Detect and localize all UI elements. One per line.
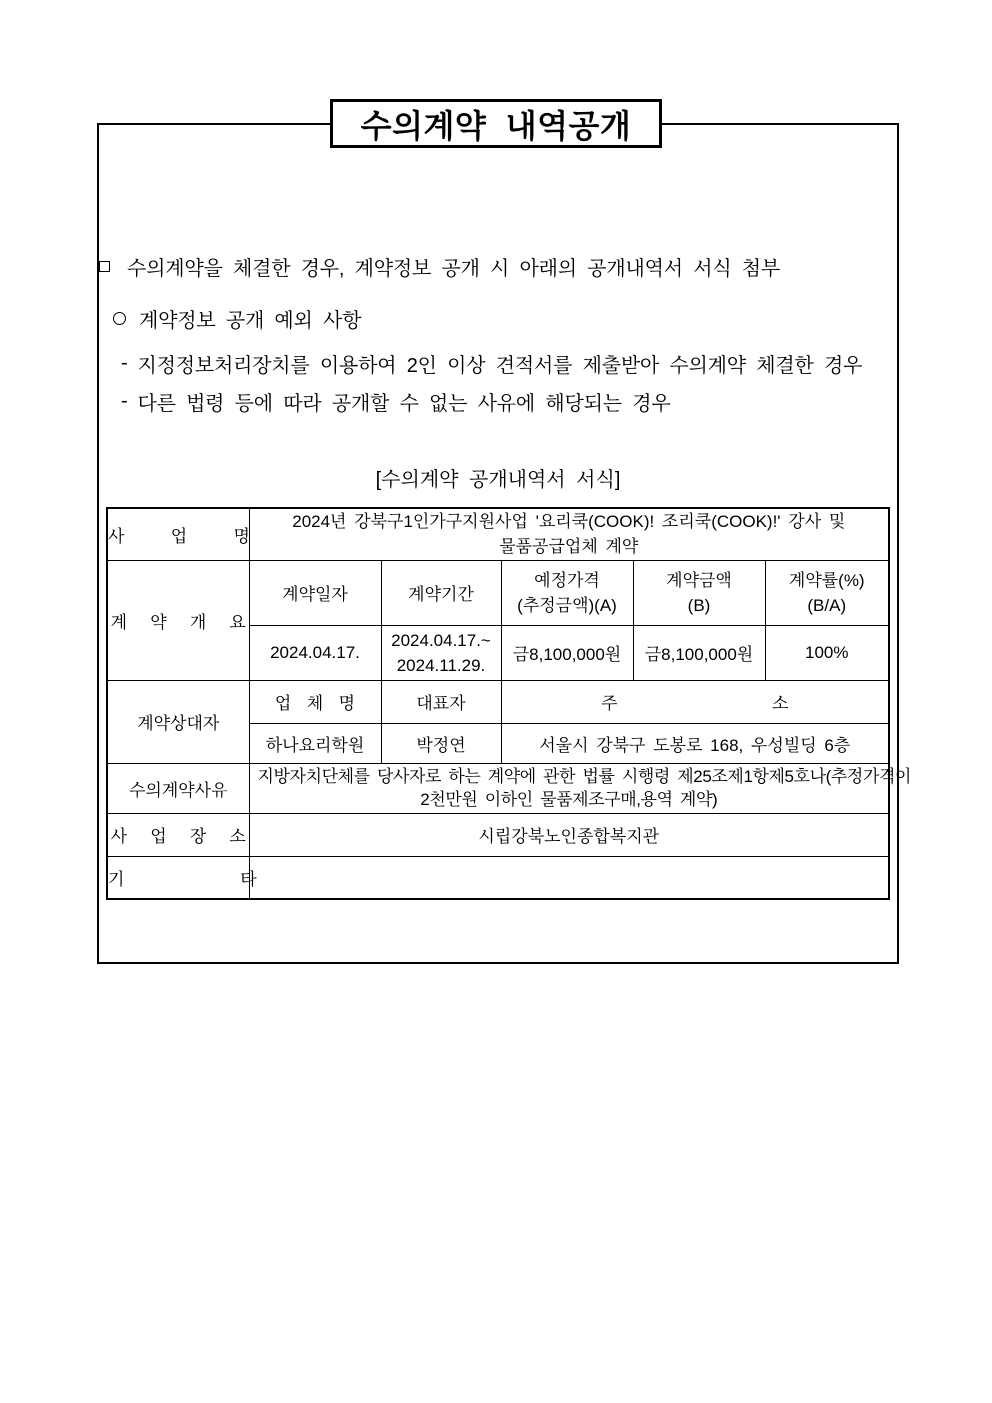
location-value: 시립강북노인종합복지관 xyxy=(249,813,889,856)
header-contract-amount xyxy=(633,560,765,625)
form-caption: [수의계약 공개내역서 서식] xyxy=(375,469,621,491)
header-contract-date: 계약일자 xyxy=(249,560,381,625)
value-contract-period xyxy=(381,625,501,680)
value-contract-amount: 금8,100,000원 xyxy=(633,625,765,680)
notice-line xyxy=(99,252,780,281)
exception-title-line xyxy=(113,304,361,333)
value-address: 서울시 강북구 도봉로 168, 우성빌딩 6층 xyxy=(501,723,889,763)
exception-item-text: 지정정보처리장치를 이용하여 2인 이상 견적서를 제출받아 수의계약 체결한 경우 xyxy=(137,355,863,377)
notice-text: 수의계약을 체결한 경우, 계약정보 공개 시 아래의 공개내역서 서식 첨부 xyxy=(127,258,781,280)
header-amount-line1: 계약금액 xyxy=(666,570,732,590)
square-bullet-icon xyxy=(99,261,110,272)
header-estimated-price xyxy=(501,560,633,625)
reason-label: 수의계약사유 xyxy=(107,763,249,813)
overview-label: 계 약 개 요 xyxy=(107,560,249,680)
header-rate-line1: 계약률(%) xyxy=(788,570,865,590)
exception-item xyxy=(121,387,670,416)
business-name-line2: 물품공급업체 계약 xyxy=(499,537,639,557)
etc-value xyxy=(249,856,889,899)
contractor-label: 계약상대자 xyxy=(107,680,249,763)
header-rate-line2: (B/A) xyxy=(807,595,847,615)
dash-bullet: - xyxy=(121,352,128,374)
value-period-line2: 2024.11.29. xyxy=(396,655,486,675)
header-estimated-line2: (추정금액)(A) xyxy=(517,595,617,615)
table-row-location xyxy=(107,813,889,856)
header-contract-rate xyxy=(765,560,889,625)
value-estimated-price: 금8,100,000원 xyxy=(501,625,633,680)
header-estimated-line1: 예정가격 xyxy=(534,570,600,590)
header-contract-period: 계약기간 xyxy=(381,560,501,625)
business-name-line1: 2024년 강북구1인가구지원사업 '요리쿡(COOK)! 조리쿡(COOK)!' 강사 및 xyxy=(292,512,846,532)
table-row-overview-headers xyxy=(107,560,889,625)
table-row-contractor-headers xyxy=(107,680,889,723)
header-ceo: 대표자 xyxy=(381,680,501,723)
table-row-business-name xyxy=(107,508,889,560)
value-period-line1: 2024.04.17.~ xyxy=(391,630,491,650)
reason-value xyxy=(249,763,912,813)
reason-line1: 지방자치단체를 당사자로 하는 계약에 관한 법률 시행령 제25조제1항제5호나(추정가격이 xyxy=(257,767,912,786)
etc-label: 기 타 xyxy=(107,856,249,899)
header-address: 주 소 xyxy=(501,680,889,723)
business-name-value xyxy=(249,508,889,560)
disclosure-form-table xyxy=(106,507,912,900)
exception-item-text: 다른 법령 등에 따라 공개할 수 없는 사유에 해당되는 경우 xyxy=(137,393,671,415)
header-amount-line2: (B) xyxy=(687,595,711,615)
value-contract-date: 2024.04.17. xyxy=(249,625,381,680)
table-row-etc xyxy=(107,856,889,899)
page-title-box xyxy=(330,99,662,148)
value-company-name: 하나요리학원 xyxy=(249,723,381,763)
value-contract-rate: 100% xyxy=(765,625,889,680)
reason-line2: 2천만원 이하인 물품제조구매,용역 계약) xyxy=(420,790,718,809)
exception-title-text: 계약정보 공개 예외 사항 xyxy=(139,310,362,332)
page-title: 수의계약 내역공개 xyxy=(360,107,632,144)
value-ceo: 박정연 xyxy=(381,723,501,763)
header-company-name: 업 체 명 xyxy=(249,680,381,723)
circle-bullet-icon xyxy=(113,312,126,325)
exception-item xyxy=(121,349,862,378)
table-row-reason xyxy=(107,763,889,813)
dash-bullet: - xyxy=(121,390,128,412)
location-label: 사 업 장 소 xyxy=(107,813,249,856)
business-name-label: 사 업 명 xyxy=(107,508,249,560)
